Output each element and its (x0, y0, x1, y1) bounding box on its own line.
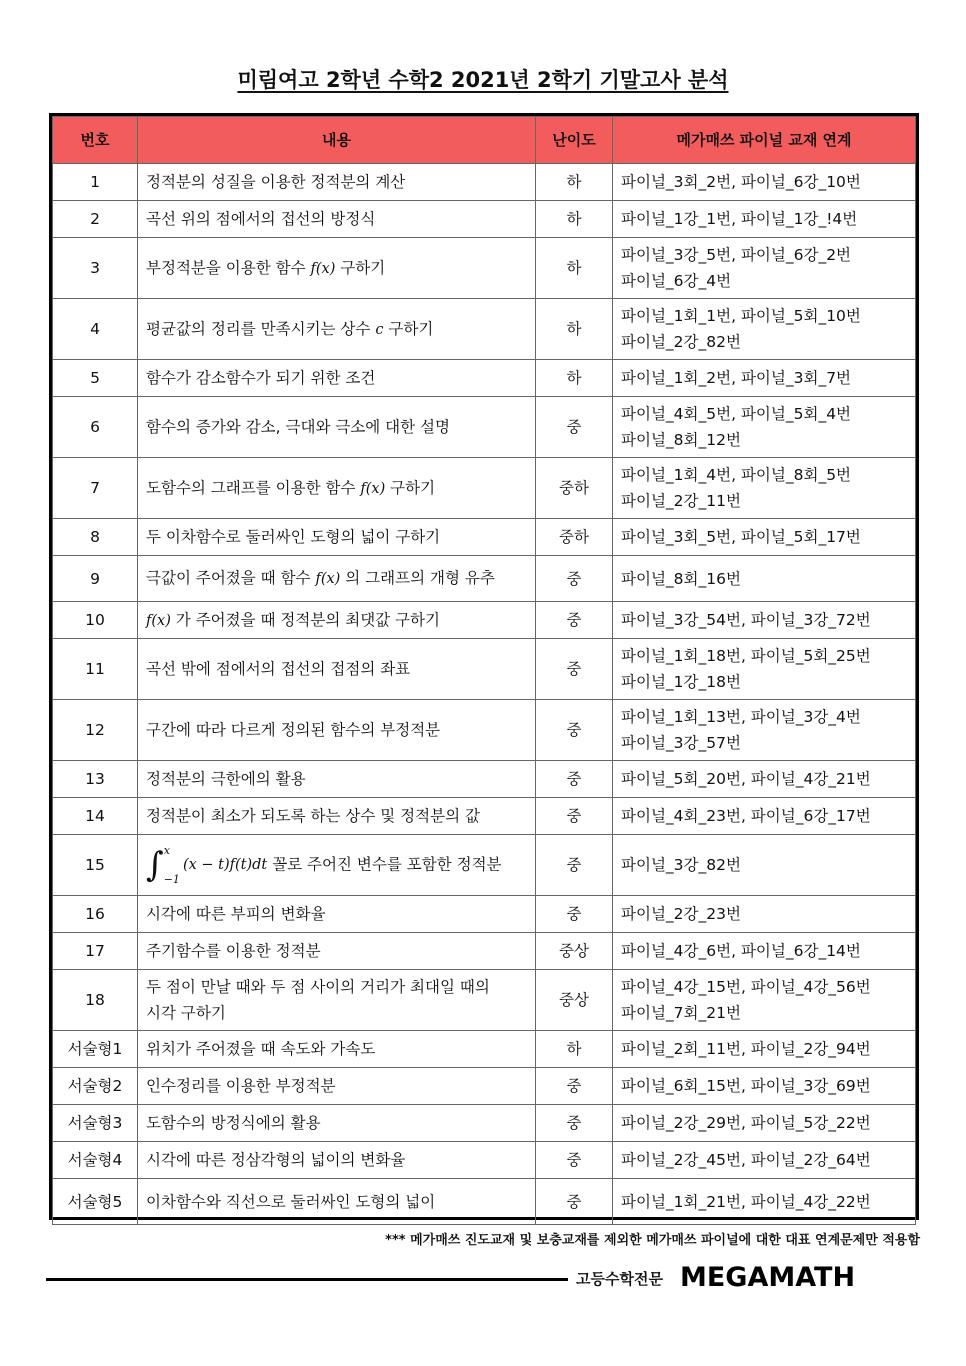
link-line: 파이널_1회_2번, 파이널_3회_7번 (621, 369, 852, 387)
row-difficulty: 중 (536, 835, 613, 896)
row-links (613, 1068, 916, 1105)
row-number: 9 (53, 556, 138, 602)
content-text-pre: 도함수의 그래프를 이용한 함수 (146, 478, 356, 497)
row-links (613, 700, 916, 761)
analysis-table (52, 116, 916, 1225)
table-row (53, 896, 916, 933)
footer-subtitle: 고등수학전문 (576, 1270, 663, 1288)
link-line: 파이널_1회_13번, 파이널_3강_4번 (621, 708, 861, 726)
content-text: 함수의 증가와 감소, 극대와 극소에 대한 설명 (146, 418, 451, 436)
row-number: 18 (53, 970, 138, 1031)
row-links (613, 238, 916, 299)
content-text-pre: 평균값의 정리를 만족시키는 상수 (146, 319, 371, 338)
page-title (0, 64, 966, 94)
content-text: 인수정리를 이용한 부정적분 (146, 1077, 336, 1095)
row-difficulty: 중하 (536, 458, 613, 519)
row-number: 14 (53, 798, 138, 835)
megamath-logo: MEGAMATH (680, 1262, 856, 1293)
row-difficulty: 하 (536, 201, 613, 238)
table-row (53, 1031, 916, 1068)
row-number: 8 (53, 519, 138, 556)
row-number: 서술형4 (53, 1142, 138, 1179)
table-row (53, 639, 916, 700)
row-number: 12 (53, 700, 138, 761)
row-difficulty: 중 (536, 1179, 613, 1225)
row-links (613, 458, 916, 519)
header-level: 난이도 (536, 117, 613, 164)
row-difficulty: 하 (536, 1031, 613, 1068)
row-number: 11 (53, 639, 138, 700)
link-line: 파이널_3강_82번 (621, 856, 741, 874)
link-line: 파이널_1강_1번, 파이널_1강_!4번 (621, 210, 858, 228)
content-text-post: 구하기 (340, 258, 386, 277)
row-links (613, 835, 916, 896)
row-links (613, 519, 916, 556)
table-body (53, 164, 916, 1225)
link-line: 파이널_7회_21번 (621, 1004, 741, 1022)
table-row (53, 299, 916, 360)
table-row (53, 835, 916, 896)
link-line: 파이널_4회_5번, 파이널_5회_4번 (621, 405, 852, 423)
row-links (613, 201, 916, 238)
row-difficulty: 중 (536, 761, 613, 798)
row-difficulty: 중상 (536, 970, 613, 1031)
table-row (53, 1142, 916, 1179)
row-content (138, 238, 536, 299)
content-line: 두 점이 만날 때와 두 점 사이의 거리가 최대일 때의 (146, 978, 490, 996)
table-row (53, 201, 916, 238)
row-content (138, 360, 536, 397)
integral-expression (146, 845, 267, 885)
row-content (138, 700, 536, 761)
row-links (613, 933, 916, 970)
row-number: 3 (53, 238, 138, 299)
table-row (53, 238, 916, 299)
row-number: 서술형5 (53, 1179, 138, 1225)
link-line: 파이널_3강_54번, 파이널_3강_72번 (621, 611, 871, 629)
row-number: 10 (53, 602, 138, 639)
row-difficulty: 중하 (536, 519, 613, 556)
row-difficulty: 하 (536, 238, 613, 299)
link-line: 파이널_4회_23번, 파이널_6강_17번 (621, 807, 871, 825)
row-content (138, 1031, 536, 1068)
analysis-table-frame (49, 113, 919, 1220)
table-row (53, 970, 916, 1031)
row-number: 5 (53, 360, 138, 397)
link-line: 파이널_2강_45번, 파이널_2강_64번 (621, 1151, 871, 1169)
row-number: 1 (53, 164, 138, 201)
math-expression: c (375, 321, 384, 338)
row-links (613, 397, 916, 458)
row-number: 2 (53, 201, 138, 238)
row-content (138, 798, 536, 835)
content-text: 정적분의 성질을 이용한 정적분의 계산 (146, 173, 406, 191)
row-content (138, 556, 536, 602)
content-text-post: 의 그래프의 개형 유추 (345, 569, 495, 587)
row-links (613, 1105, 916, 1142)
content-text-post: 구하기 (390, 478, 436, 497)
content-text: 시각에 따른 부피의 변화율 (146, 905, 326, 923)
table-row (53, 602, 916, 639)
content-text: 함수가 감소함수가 되기 위한 조건 (146, 369, 376, 387)
row-difficulty: 중 (536, 700, 613, 761)
row-links (613, 360, 916, 397)
header-content: 내용 (138, 117, 536, 164)
footer-divider (46, 1278, 568, 1281)
header-link: 메가매쓰 파이널 교재 연계 (613, 117, 916, 164)
footnote: *** 메가매쓰 진도교재 및 보충교재를 제외한 메가매쓰 파이널에 대한 대표 연계문제만 적용함 (385, 1233, 920, 1248)
row-content (138, 299, 536, 360)
integral-upper-limit: x (163, 844, 170, 857)
table-header-row (53, 117, 916, 164)
math-expression: f(x) (310, 260, 336, 277)
row-content (138, 835, 536, 896)
row-content (138, 639, 536, 700)
content-text: 두 이차함수로 둘러싸인 도형의 넓이 구하기 (146, 528, 441, 546)
content-text: 위치가 주어졌을 때 속도와 가속도 (146, 1040, 376, 1058)
row-number: 16 (53, 896, 138, 933)
content-text: 정적분이 최소가 되도록 하는 상수 및 정적분의 값 (146, 807, 480, 825)
link-line: 파이널_2강_23번 (621, 905, 741, 923)
row-links (613, 896, 916, 933)
row-difficulty: 하 (536, 164, 613, 201)
link-line: 파이널_1회_4번, 파이널_8회_5번 (621, 466, 852, 484)
row-number: 서술형2 (53, 1068, 138, 1105)
table-row (53, 397, 916, 458)
table-row (53, 761, 916, 798)
link-line: 파이널_4강_15번, 파이널_4강_56번 (621, 978, 871, 996)
link-line: 파이널_3회_5번, 파이널_5회_17번 (621, 528, 861, 546)
link-line: 파이널_8회_16번 (621, 569, 741, 588)
table-row (53, 700, 916, 761)
integral-sign-icon: ∫ (146, 845, 164, 885)
table-row (53, 556, 916, 602)
link-line: 파이널_1회_1번, 파이널_5회_10번 (621, 307, 861, 325)
row-content (138, 1105, 536, 1142)
row-links (613, 639, 916, 700)
row-difficulty: 중 (536, 1142, 613, 1179)
row-content (138, 970, 536, 1031)
math-expression: f(x) (315, 571, 341, 587)
row-content (138, 1179, 536, 1225)
row-links (613, 556, 916, 602)
link-line: 파이널_1회_18번, 파이널_5회_25번 (621, 647, 871, 665)
row-difficulty: 중 (536, 556, 613, 602)
link-line: 파이널_3강_57번 (621, 734, 741, 752)
row-number: 4 (53, 299, 138, 360)
content-text-pre: 극값이 주어졌을 때 함수 (146, 569, 311, 587)
row-links (613, 970, 916, 1031)
link-line: 파이널_8회_12번 (621, 431, 741, 449)
row-number: 7 (53, 458, 138, 519)
content-text: 정적분의 극한에의 활용 (146, 770, 306, 788)
link-line: 파이널_6강_4번 (621, 272, 732, 290)
row-content (138, 201, 536, 238)
content-text: 시각에 따른 정삼각형의 넓이의 변화율 (146, 1151, 406, 1169)
content-text-post: 꼴로 주어진 변수를 포함한 정적분 (272, 855, 502, 874)
row-content (138, 761, 536, 798)
table-row (53, 458, 916, 519)
page-title-text: 미림여고 2학년 수학2 2021년 2학기 기말고사 분석 (237, 68, 729, 92)
link-line: 파이널_6회_15번, 파이널_3강_69번 (621, 1077, 871, 1095)
row-content (138, 1142, 536, 1179)
content-text: 구간에 따라 다르게 정의된 함수의 부정적분 (146, 721, 441, 739)
row-content (138, 164, 536, 201)
header-num: 번호 (53, 117, 138, 164)
row-difficulty: 중 (536, 1068, 613, 1105)
row-difficulty: 하 (536, 299, 613, 360)
table-row (53, 1105, 916, 1142)
link-line: 파이널_2강_29번, 파이널_5강_22번 (621, 1114, 871, 1132)
table-row (53, 1068, 916, 1105)
row-links (613, 1179, 916, 1225)
integral-lower-limit: −1 (163, 873, 180, 886)
content-text: 도함수의 방정식에의 활용 (146, 1114, 321, 1132)
table-row (53, 360, 916, 397)
table-row (53, 164, 916, 201)
integral-limits (164, 845, 180, 885)
row-number: 서술형3 (53, 1105, 138, 1142)
math-expression: f(x) (360, 480, 386, 497)
content-text-pre: 부정적분을 이용한 함수 (146, 258, 306, 277)
row-number: 6 (53, 397, 138, 458)
row-difficulty: 중 (536, 1105, 613, 1142)
row-content (138, 519, 536, 556)
row-links (613, 602, 916, 639)
table-row (53, 1179, 916, 1225)
row-content (138, 896, 536, 933)
row-links (613, 798, 916, 835)
link-line: 파이널_1회_21번, 파이널_4강_22번 (621, 1192, 871, 1211)
row-links (613, 761, 916, 798)
row-number: 13 (53, 761, 138, 798)
content-text: 주기함수를 이용한 정적분 (146, 942, 321, 960)
table-row (53, 519, 916, 556)
link-line: 파이널_5회_20번, 파이널_4강_21번 (621, 770, 871, 788)
row-difficulty: 하 (536, 360, 613, 397)
row-difficulty: 중 (536, 896, 613, 933)
row-difficulty: 중상 (536, 933, 613, 970)
row-links (613, 299, 916, 360)
row-number: 15 (53, 835, 138, 896)
row-difficulty: 중 (536, 397, 613, 458)
row-content (138, 933, 536, 970)
content-text: 이차함수와 직선으로 둘러싸인 도형의 넓이 (146, 1192, 436, 1211)
link-line: 파이널_2강_11번 (621, 492, 741, 510)
row-difficulty: 중 (536, 639, 613, 700)
content-text: 곡선 밖에 점에서의 접선의 접점의 좌표 (146, 660, 411, 678)
row-content (138, 397, 536, 458)
link-line: 파이널_2회_11번, 파이널_2강_94번 (621, 1040, 871, 1058)
row-content (138, 602, 536, 639)
table-row (53, 798, 916, 835)
link-line: 파이널_3회_2번, 파이널_6강_10번 (621, 173, 861, 191)
row-links (613, 1142, 916, 1179)
content-text-post: 구하기 (388, 319, 434, 338)
link-line: 파이널_3강_5번, 파이널_6강_2번 (621, 246, 852, 264)
link-line: 파이널_4강_6번, 파이널_6강_14번 (621, 942, 861, 960)
row-links (613, 1031, 916, 1068)
math-expression: (x − t)f(t)dt (182, 857, 268, 873)
link-line: 파이널_2강_82번 (621, 333, 741, 351)
row-number: 서술형1 (53, 1031, 138, 1068)
row-links (613, 164, 916, 201)
row-content (138, 1068, 536, 1105)
row-difficulty: 중 (536, 798, 613, 835)
content-text-post: 가 주어졌을 때 정적분의 최댓값 구하기 (175, 610, 441, 629)
table-row (53, 933, 916, 970)
row-content (138, 458, 536, 519)
link-line: 파이널_1강_18번 (621, 673, 741, 691)
row-difficulty: 중 (536, 602, 613, 639)
row-number: 17 (53, 933, 138, 970)
content-line: 시각 구하기 (146, 1004, 226, 1022)
math-expression: f(x) (146, 612, 171, 629)
content-text: 곡선 위의 점에서의 접선의 방정식 (146, 210, 376, 228)
